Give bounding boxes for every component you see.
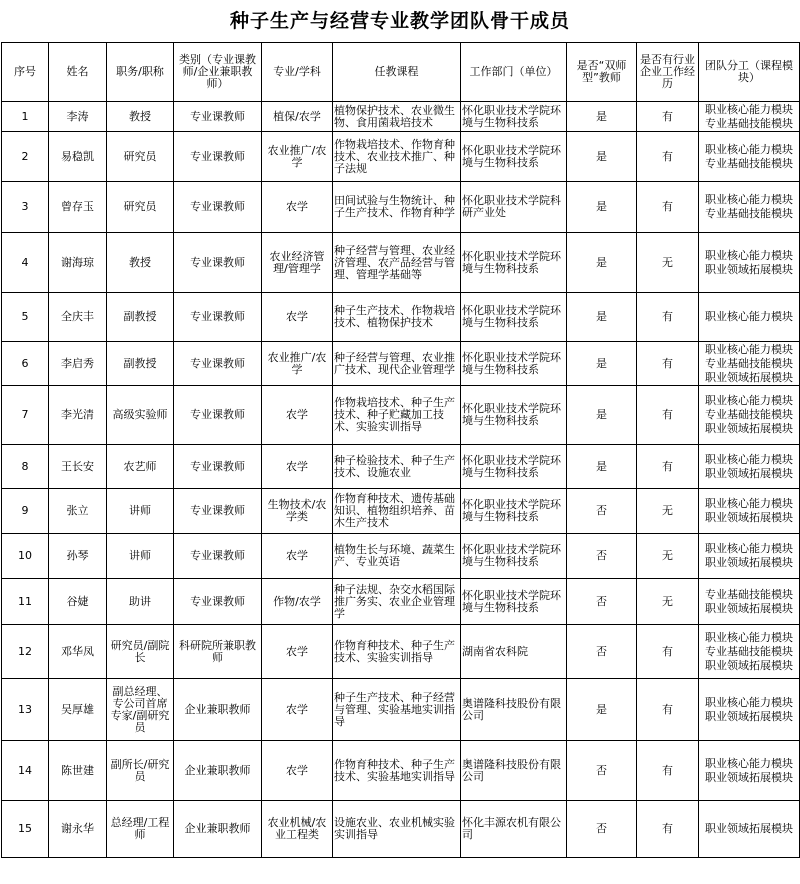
cell-industry-experience: 有 [637,293,699,342]
cell-position: 助讲 [107,579,174,625]
header-department: 工作部门（单位） [461,43,567,102]
header-experience: 是否有行业企业工作经历 [637,43,699,102]
team-role-module: 专业基础技能模块 [705,356,793,370]
header-team-role: 团队分工（课程模块） [699,43,800,102]
team-role-module: 专业基础技能模块 [705,408,793,421]
cell-index: 2 [2,132,49,182]
cell-industry-experience: 有 [637,132,699,182]
cell-dual-teacher: 是 [567,182,637,233]
team-role-module: 职业核心能力模块 [705,452,793,466]
cell-team-role [699,132,800,182]
table-body [2,102,800,858]
cell-courses: 作物育种技术、种子生产技术、实验实训指导 [333,625,461,679]
team-role-module: 职业领域拓展模块 [705,511,793,524]
cell-industry-experience: 有 [637,445,699,489]
cell-team-role [699,386,800,445]
cell-industry-experience: 有 [637,801,699,858]
cell-dual-teacher: 否 [567,625,637,679]
cell-position: 研究员/副院长 [107,625,174,679]
cell-team-role [699,579,800,625]
team-role-module: 职业领域拓展模块 [705,262,793,276]
cell-department: 怀化职业技术学院环境与生物科技系 [461,579,567,625]
cell-category: 专业课教师 [174,102,262,132]
cell-dual-teacher: 是 [567,445,637,489]
cell-position: 高级实验师 [107,386,174,445]
cell-position: 副教授 [107,342,174,386]
team-role-module: 职业核心能力模块 [705,342,793,356]
cell-major: 生物技术/农学类 [262,489,333,534]
cell-category: 专业课教师 [174,132,262,182]
header-name: 姓名 [49,43,107,102]
cell-department: 怀化职业技术学院环境与生物科技系 [461,293,567,342]
team-role-module: 职业领域拓展模块 [705,658,793,672]
team-role-module: 职业核心能力模块 [705,142,793,156]
cell-index: 5 [2,293,49,342]
table-row [2,342,800,386]
cell-department: 怀化职业技术学院环境与生物科技系 [461,342,567,386]
table-row [2,386,800,445]
cell-name: 王长安 [49,445,107,489]
cell-index: 1 [2,102,49,132]
cell-index: 15 [2,801,49,858]
team-role-module: 职业领域拓展模块 [705,709,793,723]
cell-category: 企业兼职教师 [174,801,262,858]
cell-position: 讲师 [107,489,174,534]
cell-department: 怀化职业技术学院环境与生物科技系 [461,534,567,579]
cell-industry-experience: 无 [637,534,699,579]
cell-category: 专业课教师 [174,489,262,534]
team-role-module: 职业领域拓展模块 [705,466,793,480]
cell-index: 8 [2,445,49,489]
cell-courses: 种子检验技术、种子生产技术、设施农业 [333,445,461,489]
cell-index: 14 [2,741,49,801]
header-index: 序号 [2,43,49,102]
cell-index: 13 [2,679,49,741]
cell-major: 农学 [262,625,333,679]
cell-index: 6 [2,342,49,386]
cell-industry-experience: 有 [637,182,699,233]
team-role-module: 职业核心能力模块 [705,193,793,206]
cell-name: 李涛 [49,102,107,132]
cell-name: 谢永华 [49,801,107,858]
cell-name: 张立 [49,489,107,534]
cell-courses: 作物育种技术、种子生产技术、实验基地实训指导 [333,741,461,801]
cell-category: 专业课教师 [174,445,262,489]
cell-name: 曾存玉 [49,182,107,233]
table-row [2,293,800,342]
cell-name: 邓华凤 [49,625,107,679]
header-position: 职务/职称 [107,43,174,102]
cell-dual-teacher: 否 [567,801,637,858]
cell-position: 副教授 [107,293,174,342]
header-major: 专业/学科 [262,43,333,102]
cell-team-role [699,801,800,858]
table-row [2,182,800,233]
cell-position: 教授 [107,102,174,132]
cell-team-role [699,182,800,233]
team-role-module: 职业核心能力模块 [705,497,793,510]
cell-major: 农学 [262,741,333,801]
cell-courses: 作物育种技术、遗传基础知识、植物组织培养、苗木生产技术 [333,489,461,534]
cell-dual-teacher: 否 [567,579,637,625]
cell-courses: 种子生产技术、种子经营与管理、实验基地实训指导 [333,679,461,741]
team-role-module: 职业核心能力模块 [705,310,793,323]
table-row [2,741,800,801]
cell-department: 湖南省农科院 [461,625,567,679]
cell-index: 3 [2,182,49,233]
table-row [2,679,800,741]
cell-courses: 种子法规、杂交水稻国际推广务实、农业企业管理学 [333,579,461,625]
cell-index: 12 [2,625,49,679]
cell-team-role [699,102,800,132]
cell-category: 专业课教师 [174,233,262,293]
table-row [2,579,800,625]
cell-industry-experience: 有 [637,386,699,445]
cell-courses: 田间试验与生物统计、种子生产技术、作物育种学 [333,182,461,233]
cell-position: 农艺师 [107,445,174,489]
cell-category: 专业课教师 [174,342,262,386]
cell-name: 谢海琼 [49,233,107,293]
cell-department: 怀化职业技术学院环境与生物科技系 [461,102,567,132]
cell-dual-teacher: 否 [567,489,637,534]
cell-team-role [699,293,800,342]
cell-category: 科研院所兼职教师 [174,625,262,679]
cell-category: 专业课教师 [174,386,262,445]
team-role-module: 职业领域拓展模块 [705,370,793,384]
cell-team-role [699,233,800,293]
cell-major: 农业经济管理/管理学 [262,233,333,293]
header-courses: 任教课程 [333,43,461,102]
cell-index: 11 [2,579,49,625]
page-title: 种子生产与经营专业教学团队骨干成员 [229,10,570,32]
cell-team-role [699,534,800,579]
cell-position: 副总经理、专公司首席专家/副研究员 [107,679,174,741]
cell-team-role [699,445,800,489]
cell-industry-experience: 有 [637,679,699,741]
cell-category: 专业课教师 [174,579,262,625]
cell-courses: 种子经营与管理、农业经济管理、农产品经营与管理、管理学基础等 [333,233,461,293]
cell-department: 怀化职业技术学院环境与生物科技系 [461,386,567,445]
cell-index: 10 [2,534,49,579]
cell-name: 李启秀 [49,342,107,386]
cell-industry-experience: 无 [637,579,699,625]
cell-courses: 种子经营与管理、农业推广技术、现代企业管理学 [333,342,461,386]
cell-index: 4 [2,233,49,293]
cell-team-role [699,489,800,534]
cell-position: 研究员 [107,182,174,233]
table-row [2,534,800,579]
cell-courses: 种子生产技术、作物栽培技术、植物保护技术 [333,293,461,342]
cell-team-role [699,741,800,801]
cell-dual-teacher: 是 [567,102,637,132]
team-role-module: 职业核心能力模块 [705,542,793,555]
cell-major: 农学 [262,445,333,489]
cell-industry-experience: 无 [637,233,699,293]
cell-category: 专业课教师 [174,182,262,233]
cell-category: 企业兼职教师 [174,741,262,801]
cell-department: 怀化丰源农机有限公司 [461,801,567,858]
cell-department: 怀化职业技术学院环境与生物科技系 [461,445,567,489]
cell-position: 副所长/研究员 [107,741,174,801]
cell-major: 农学 [262,534,333,579]
header-dual: 是否“双师型”教师 [567,43,637,102]
cell-dual-teacher: 否 [567,534,637,579]
cell-dual-teacher: 是 [567,132,637,182]
table-row [2,102,800,132]
cell-category: 专业课教师 [174,293,262,342]
cell-industry-experience: 有 [637,741,699,801]
table-row [2,625,800,679]
cell-dual-teacher: 是 [567,679,637,741]
cell-name: 谷婕 [49,579,107,625]
team-role-module: 职业核心能力模块 [705,394,793,407]
cell-index: 9 [2,489,49,534]
cell-team-role [699,679,800,741]
cell-major: 农业机械/农业工程类 [262,801,333,858]
cell-dual-teacher: 否 [567,741,637,801]
team-role-module: 职业核心能力模块 [705,630,793,644]
table-header-row [2,43,800,102]
cell-name: 孙琴 [49,534,107,579]
cell-index: 7 [2,386,49,445]
cell-courses: 作物栽培技术、作物育种技术、农业技术推广、种子法规 [333,132,461,182]
cell-industry-experience: 有 [637,102,699,132]
cell-major: 农业推广/农学 [262,342,333,386]
team-role-module: 职业核心能力模块 [705,756,793,770]
team-role-module: 职业核心能力模块 [705,248,793,262]
team-role-module: 专业基础技能模块 [705,156,793,170]
cell-major: 植保/农学 [262,102,333,132]
cell-courses: 作物栽培技术、种子生产技术、种子贮藏加工技术、实验实训指导 [333,386,461,445]
cell-position: 讲师 [107,534,174,579]
cell-major: 作物/农学 [262,579,333,625]
cell-team-role [699,342,800,386]
cell-industry-experience: 有 [637,342,699,386]
cell-department: 怀化职业技术学院环境与生物科技系 [461,489,567,534]
cell-department: 奥谱隆科技股份有限公司 [461,741,567,801]
cell-position: 总经理/工程师 [107,801,174,858]
cell-dual-teacher: 是 [567,386,637,445]
team-role-module: 职业领域拓展模块 [705,770,793,784]
table-row [2,445,800,489]
cell-major: 农学 [262,386,333,445]
cell-name: 吴厚雄 [49,679,107,741]
cell-major: 农学 [262,182,333,233]
cell-department: 怀化职业技术学院环境与生物科技系 [461,233,567,293]
table-row [2,233,800,293]
cell-name: 全庆丰 [49,293,107,342]
cell-dual-teacher: 是 [567,293,637,342]
header-category: 类别（专业课教师/企业兼职教师） [174,43,262,102]
cell-name: 陈世建 [49,741,107,801]
cell-category: 企业兼职教师 [174,679,262,741]
team-role-module: 职业领域拓展模块 [705,601,793,615]
team-role-module: 职业领域拓展模块 [705,556,793,569]
cell-position: 研究员 [107,132,174,182]
cell-courses: 设施农业、农业机械实验实训指导 [333,801,461,858]
team-role-module: 专业基础技能模块 [705,116,793,130]
team-role-module: 职业核心能力模块 [705,102,793,116]
cell-position: 教授 [107,233,174,293]
cell-department: 怀化职业技术学院环境与生物科技系 [461,132,567,182]
cell-department: 奥谱隆科技股份有限公司 [461,679,567,741]
cell-major: 农业推广/农学 [262,132,333,182]
table-row [2,489,800,534]
cell-dual-teacher: 是 [567,233,637,293]
team-role-module: 专业基础技能模块 [705,587,793,601]
cell-courses: 植物保护技术、农业微生物、食用菌栽培技术 [333,102,461,132]
team-role-module: 职业领域拓展模块 [705,422,793,435]
team-members-table [1,42,800,858]
cell-dual-teacher: 是 [567,342,637,386]
cell-name: 李光清 [49,386,107,445]
table-row [2,132,800,182]
team-role-module: 专业基础技能模块 [705,644,793,658]
cell-category: 专业课教师 [174,534,262,579]
cell-major: 农学 [262,293,333,342]
cell-department: 怀化职业技术学院科研产业处 [461,182,567,233]
team-role-module: 职业领域拓展模块 [705,822,793,835]
cell-name: 易稳凯 [49,132,107,182]
cell-courses: 植物生长与环境、蔬菜生产、专业英语 [333,534,461,579]
team-role-module: 职业核心能力模块 [705,695,793,709]
cell-industry-experience: 有 [637,625,699,679]
team-role-module: 专业基础技能模块 [705,207,793,220]
table-row [2,801,800,858]
cell-industry-experience: 无 [637,489,699,534]
cell-team-role [699,625,800,679]
cell-major: 农学 [262,679,333,741]
